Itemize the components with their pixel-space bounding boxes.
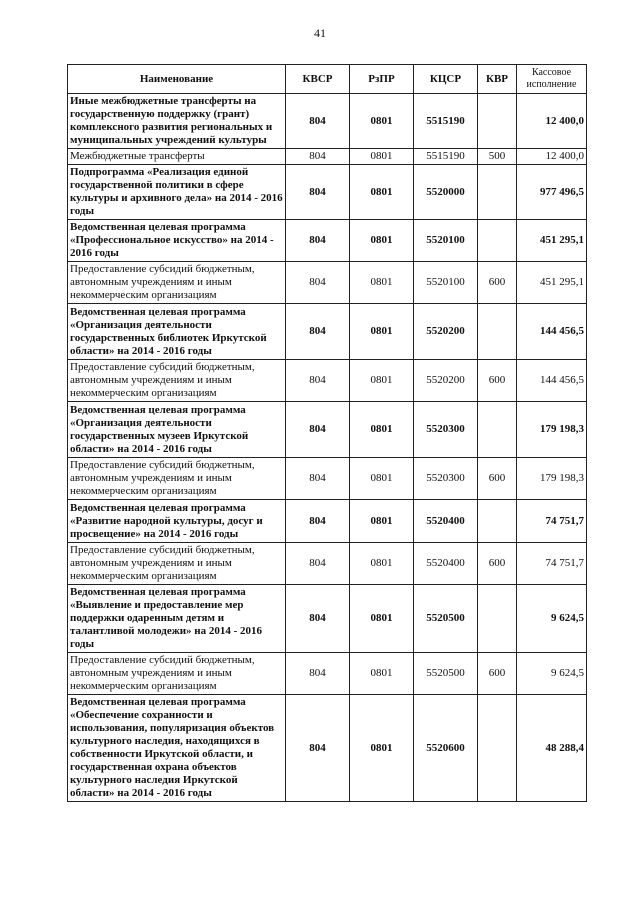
cell-name: Ведомственная целевая программа «Организация деятельности государственных музеев Иркутской области» на 2014 - 2016 годы (68, 402, 286, 458)
cell-rzpr: 0801 (350, 94, 414, 149)
table-row (68, 360, 587, 402)
cell-kcsr: 5520100 (414, 262, 478, 304)
cell-kvsr: 804 (286, 585, 350, 653)
cell-name: Предоставление субсидий бюджетным, автономным учреждениям и иным некоммерческим организациям (68, 543, 286, 585)
table-body (68, 94, 587, 802)
cell-kvsr: 804 (286, 94, 350, 149)
table-row (68, 695, 587, 802)
cell-kvsr: 804 (286, 653, 350, 695)
cell-kvr: 600 (478, 458, 517, 500)
cell-name: Предоставление субсидий бюджетным, автономным учреждениям и иным некоммерческим организациям (68, 458, 286, 500)
header-kvsr: КВСР (286, 65, 350, 94)
table-row (68, 304, 587, 360)
cell-rzpr: 0801 (350, 262, 414, 304)
cell-rzpr: 0801 (350, 543, 414, 585)
cell-kvsr: 804 (286, 402, 350, 458)
table-row (68, 262, 587, 304)
cell-name: Ведомственная целевая программа «Организация деятельности государственных библиотек Иркутской области» на 2014 - 2016 годы (68, 304, 286, 360)
cell-kcsr: 5520200 (414, 304, 478, 360)
cell-rzpr: 0801 (350, 585, 414, 653)
cell-kcsr: 5520500 (414, 653, 478, 695)
cell-kvr (478, 402, 517, 458)
cell-amount: 9 624,5 (517, 653, 587, 695)
cell-amount: 451 295,1 (517, 220, 587, 262)
cell-amount: 74 751,7 (517, 500, 587, 543)
cell-kvsr: 804 (286, 458, 350, 500)
cell-amount: 179 198,3 (517, 402, 587, 458)
cell-name: Ведомственная целевая программа «Выявление и предоставление мер поддержки одаренным детям и талантливой молодежи» на 2014 - 2016 годы (68, 585, 286, 653)
cell-rzpr: 0801 (350, 458, 414, 500)
cell-rzpr: 0801 (350, 500, 414, 543)
cell-amount: 12 400,0 (517, 149, 587, 165)
cell-name: Ведомственная целевая программа «Обеспечение сохранности и использования, популяризация объектов культурного наследия, находящихся в собственности Иркутской области, и государственная охрана объектов культурного наследия Иркутской области» на 2014 - 2016 годы (68, 695, 286, 802)
cell-name: Предоставление субсидий бюджетным, автономным учреждениям и иным некоммерческим организациям (68, 262, 286, 304)
cell-kvsr: 804 (286, 360, 350, 402)
table-row (68, 585, 587, 653)
cell-kcsr: 5515190 (414, 149, 478, 165)
cell-name: Иные межбюджетные трансферты на государственную поддержку (грант) комплексного развития региональных и муниципальных учреждений культуры (68, 94, 286, 149)
cell-name: Межбюджетные трансферты (68, 149, 286, 165)
cell-kvsr: 804 (286, 262, 350, 304)
header-kvr: КВР (478, 65, 517, 94)
cell-amount: 144 456,5 (517, 304, 587, 360)
cell-kvr: 600 (478, 360, 517, 402)
cell-kcsr: 5520200 (414, 360, 478, 402)
cell-kvr (478, 500, 517, 543)
table-header-row (68, 65, 587, 94)
cell-kcsr: 5520300 (414, 402, 478, 458)
cell-amount: 144 456,5 (517, 360, 587, 402)
header-amount (517, 65, 587, 94)
table-row (68, 653, 587, 695)
cell-amount: 451 295,1 (517, 262, 587, 304)
cell-kvsr: 804 (286, 220, 350, 262)
table-row (68, 149, 587, 165)
table-row (68, 543, 587, 585)
cell-kvsr: 804 (286, 695, 350, 802)
cell-amount: 9 624,5 (517, 585, 587, 653)
cell-rzpr: 0801 (350, 360, 414, 402)
cell-kvr (478, 585, 517, 653)
cell-name: Ведомственная целевая программа «Развитие народной культуры, досуг и просвещение» на 2014 - 2016 годы (68, 500, 286, 543)
cell-amount: 48 288,4 (517, 695, 587, 802)
cell-kvr: 600 (478, 543, 517, 585)
cell-name: Подпрограмма «Реализация единой государственной политики в сфере культуры и архивного дела» на 2014 - 2016 годы (68, 165, 286, 220)
cell-kvsr: 804 (286, 543, 350, 585)
table-row (68, 165, 587, 220)
cell-kvr (478, 695, 517, 802)
cell-kvr (478, 220, 517, 262)
cell-kcsr: 5520000 (414, 165, 478, 220)
cell-kcsr: 5520100 (414, 220, 478, 262)
budget-table (67, 64, 587, 802)
cell-amount: 74 751,7 (517, 543, 587, 585)
cell-kvr (478, 165, 517, 220)
cell-amount: 12 400,0 (517, 94, 587, 149)
cell-kcsr: 5520500 (414, 585, 478, 653)
cell-name: Предоставление субсидий бюджетным, автономным учреждениям и иным некоммерческим организациям (68, 360, 286, 402)
table-row (68, 402, 587, 458)
cell-kvr: 600 (478, 262, 517, 304)
table-row (68, 500, 587, 543)
table-row (68, 458, 587, 500)
header-name: Наименование (68, 65, 286, 94)
cell-rzpr: 0801 (350, 695, 414, 802)
cell-rzpr: 0801 (350, 220, 414, 262)
cell-rzpr: 0801 (350, 304, 414, 360)
cell-kcsr: 5520300 (414, 458, 478, 500)
cell-amount: 977 496,5 (517, 165, 587, 220)
cell-rzpr: 0801 (350, 402, 414, 458)
cell-name: Ведомственная целевая программа «Профессиональное искусство» на 2014 - 2016 годы (68, 220, 286, 262)
cell-amount: 179 198,3 (517, 458, 587, 500)
cell-kcsr: 5515190 (414, 94, 478, 149)
page-number: 41 (314, 26, 326, 40)
table-row (68, 220, 587, 262)
cell-rzpr: 0801 (350, 149, 414, 165)
cell-kvsr: 804 (286, 165, 350, 220)
header-rzpr: РзПР (350, 65, 414, 94)
cell-kvr: 600 (478, 653, 517, 695)
cell-kvsr: 804 (286, 149, 350, 165)
cell-kcsr: 5520400 (414, 543, 478, 585)
cell-rzpr: 0801 (350, 653, 414, 695)
cell-kvsr: 804 (286, 304, 350, 360)
header-kcsr: КЦСР (414, 65, 478, 94)
cell-kvr (478, 304, 517, 360)
header-amount-label: Кассовое исполнение (526, 67, 577, 90)
cell-kvr (478, 94, 517, 149)
cell-kcsr: 5520400 (414, 500, 478, 543)
table-row (68, 94, 587, 149)
cell-rzpr: 0801 (350, 165, 414, 220)
cell-kcsr: 5520600 (414, 695, 478, 802)
cell-kvr: 500 (478, 149, 517, 165)
cell-name: Предоставление субсидий бюджетным, автономным учреждениям и иным некоммерческим организациям (68, 653, 286, 695)
cell-kvsr: 804 (286, 500, 350, 543)
